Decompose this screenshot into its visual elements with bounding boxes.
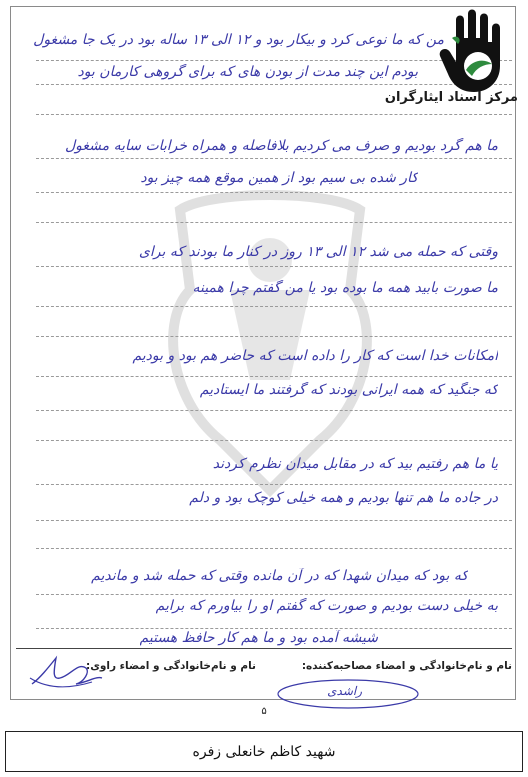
narrator-signature-label: نام و نام‌خانوادگی و امضاء راوی: [86,660,256,672]
org-name: مرکز اسناد ایثارگران [384,90,518,105]
handwritten-line: که جنگید که همه ایرانی بودند که گرفتند ما ایستادیم [199,382,498,398]
rule-line [36,266,512,267]
rule-line [36,376,512,377]
hand-emblem-icon [418,8,518,94]
handwritten-line: ما هم گرد بودیم و صرف می کردیم بلافاصله و همراه خرابات سایه مشغول [65,138,498,154]
rule-line [36,114,512,115]
rule-line [36,440,512,441]
rule-line [36,594,512,595]
interviewer-signature-label: نام و نام‌خانوادگی و امضاء مصاحبه‌کننده: [301,660,512,672]
rule-line [36,158,512,159]
rule-line [36,628,512,629]
rule-line [36,548,512,549]
interviewer-signature-text: راشدی [327,684,362,698]
rule-line [36,410,512,411]
handwritten-line: کار شده بی سیم بود از همین موقع همه چیز بود [140,170,418,186]
handwritten-line: به خیلی دست بودیم و صورت که گفتم او را بیاورم که برایم [155,598,498,614]
handwritten-line: ما صورت بابید همه ما بوده بود یا من گفتم چرا همینه [192,280,498,296]
rule-line [36,222,512,223]
rule-line [36,336,512,337]
rule-line [36,306,512,307]
handwritten-line: که بود که میدان شهدا که در آن مانده وقتی که حمله شد و ماندیم [91,568,468,584]
handwritten-line: در جاده ما هم تنها بودیم و همه خیلی کوچک بود و دلم [189,490,498,506]
rule-line [36,520,512,521]
handwritten-line: امکانات خدا است که کار را داده است که حاضر هم بود و بودیم [132,348,498,364]
rule-line [36,484,512,485]
handwritten-line: وقتی که حمله می شد ۱۲ الی ۱۳ روز در کنار ما بودند که برای [138,244,498,260]
narrator-signature [26,648,106,696]
caption: شهید کاظم خانعلی زفره [192,743,336,760]
caption-box [5,731,523,772]
rule-line [36,192,512,193]
handwritten-line: بودم این چند مدت از بودن های که برای گروهی کارمان بود [77,64,418,80]
page-number: ۵ [261,706,267,717]
handwritten-line: شیشه آمده بود و ما هم کار حافظ هستیم [139,630,378,646]
handwritten-line: یا ما هم رفتیم بید که در مقابل میدان نظرم کردند [212,456,498,472]
handwritten-line: من که ما نوعی کرد و بیکار بود و ۱۲ الی ۱۳ ساله بود در یک جا مشغول [33,32,444,48]
